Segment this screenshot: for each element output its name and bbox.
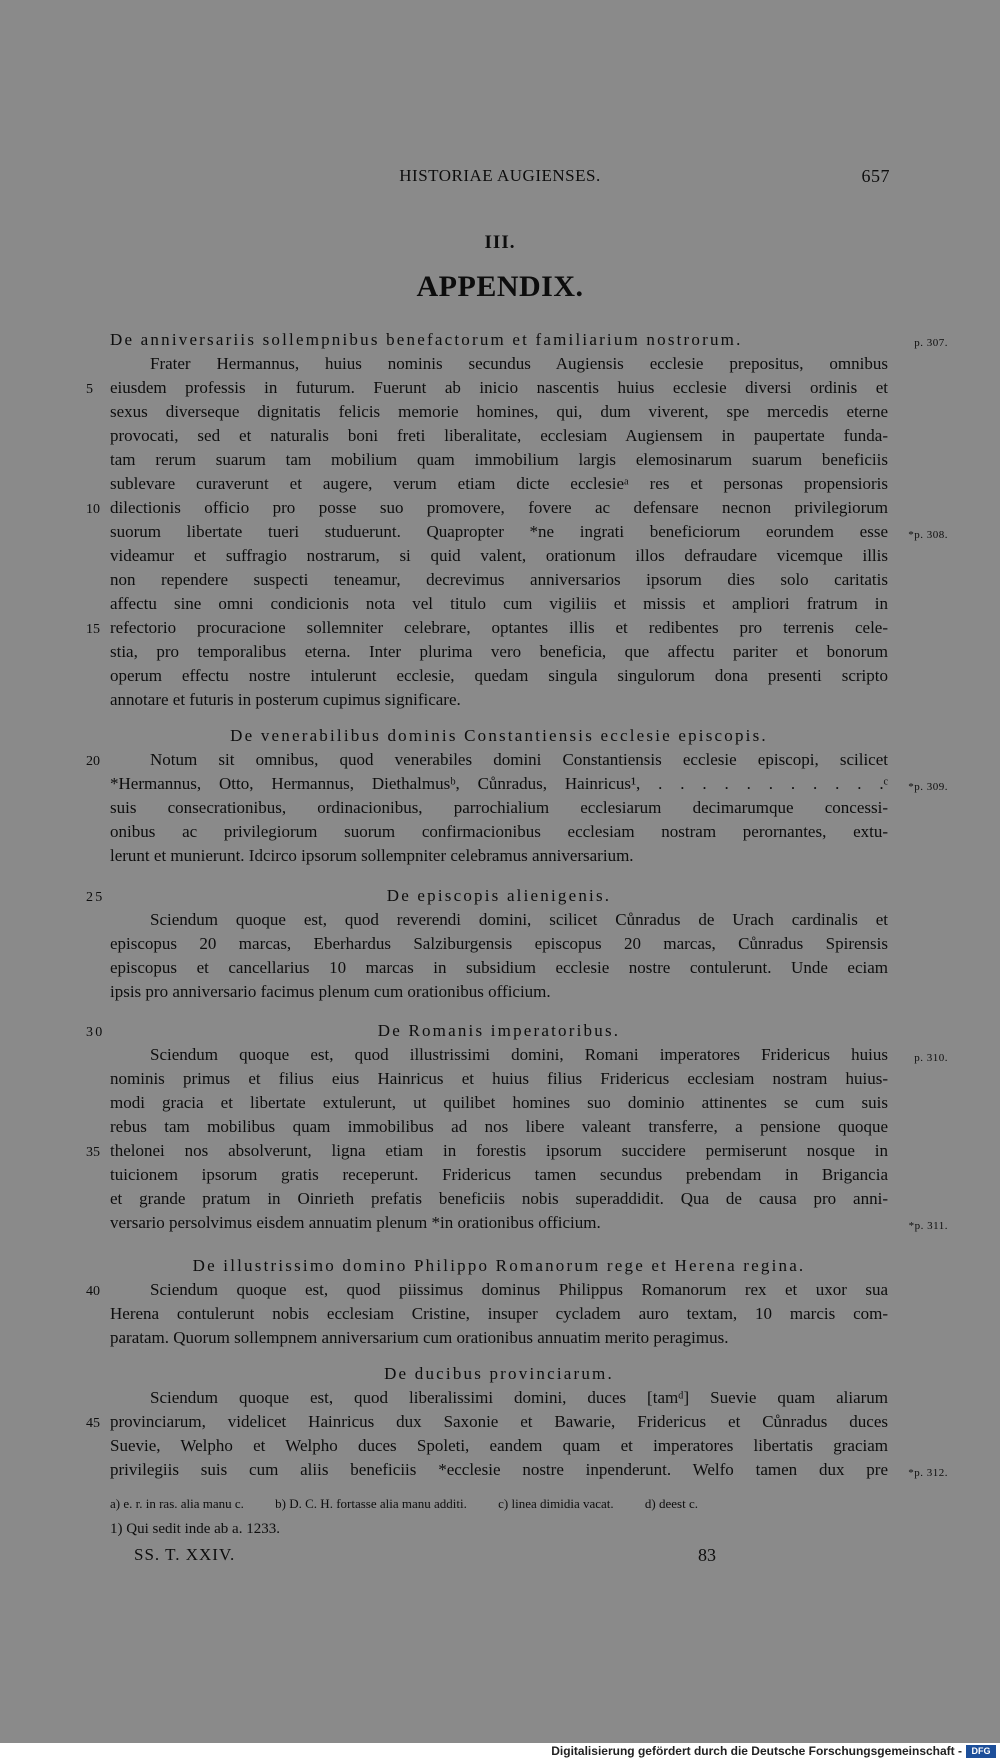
section-1 <box>86 724 948 868</box>
line-text: annotare et futuris in posterum cupimus significare. <box>110 690 461 709</box>
text-line <box>110 448 888 472</box>
text-line <box>110 592 888 616</box>
line-text: De illustrissimo domino Philippo Romanorum rege et Herena regina. <box>192 1256 806 1275</box>
text-line <box>110 908 888 932</box>
line-number: 40 <box>86 1284 100 1299</box>
text-line <box>110 568 888 592</box>
text-line <box>110 1043 948 1067</box>
line-text: Sciendum quoque est, quod piissimus dominus Philippus Romanorum rex et uxor sua <box>150 1280 888 1299</box>
line-text: suis consecrationibus, ordinacionibus, parrochialium ecclesiarum decimarumque concessi- <box>110 798 888 817</box>
line-text: De venerabilibus dominis Constantiensis ecclesie episcopis. <box>230 726 768 745</box>
line-text: et grande pratum in Oinrieth prefatis beneficiis nobis superaddidit. Qua de causa pro anni- <box>110 1189 888 1208</box>
footnote-a: a) e. r. in ras. alia manu c. <box>110 1496 244 1511</box>
text-line <box>86 376 888 400</box>
text-line <box>110 980 888 1004</box>
text-line <box>86 1278 888 1302</box>
text-line <box>110 688 888 712</box>
line-text: ipsis pro anniversario facimus plenum cum orationibus officium. <box>110 982 551 1001</box>
part-title: APPENDIX. <box>416 270 584 303</box>
line-text: privilegiis suis cum aliis beneficiis *ecclesie nostre inpenderunt. Welfo tamen dux pre <box>110 1460 888 1479</box>
line-text: versario persolvimus eisdem annuatim plenum *in orationibus officium. <box>110 1213 601 1232</box>
section-3 <box>86 1019 948 1235</box>
line-text: non rependere suspecti teneamur, decrevimus anniversarios ipsorum dies solo caritatis <box>110 570 888 589</box>
signature-mark: SS. T. XXIV. <box>134 1545 236 1564</box>
section-heading <box>86 1019 888 1043</box>
section-2 <box>86 884 888 1004</box>
line-text: onibus ac privilegiorum suorum confirmacionibus ecclesiam nostram perornantes, extu- <box>110 822 888 841</box>
text-line <box>86 748 888 772</box>
section-5 <box>86 1362 948 1482</box>
line-text: Frater Hermannus, huius nominis secundus Augiensis ecclesie prepositus, omnibus <box>150 354 888 373</box>
line-number: 25 <box>86 890 105 905</box>
text-line <box>110 1211 948 1235</box>
line-text: Sciendum quoque est, quod reverendi domini, scilicet Cůnradus de Urach cardinalis et <box>150 910 888 929</box>
text-line <box>110 1187 888 1211</box>
text-line <box>110 772 948 796</box>
text-line <box>110 932 888 956</box>
page-number: 657 <box>861 166 890 186</box>
part-number: III. <box>484 232 516 253</box>
line-text: sexus diverseque dignitatis felicis memorie homines, qui, dum viverent, spe mercedis eterne <box>110 402 888 421</box>
line-number: 5 <box>86 382 93 397</box>
line-text: Notum sit omnibus, quod venerabiles domini Constantiensis ecclesie episcopi, scilicet <box>150 750 888 769</box>
line-number: 15 <box>86 622 100 637</box>
text-line <box>86 496 888 520</box>
text-line <box>110 1434 888 1458</box>
line-text: Herena contulerunt nobis ecclesiam Cristine, insuper cycladem auro textam, 10 marcis com- <box>110 1304 888 1323</box>
section-heading <box>86 884 888 908</box>
page-ref-marker: *p. 308. <box>908 529 948 541</box>
section-0 <box>86 328 948 712</box>
text-line <box>110 400 888 424</box>
text-line <box>86 616 888 640</box>
line-text: modi gracia et libertate extulerunt, ut quilibet homines suo dominio attinentes se cum suis <box>110 1093 888 1112</box>
page-ref-marker: *p. 309. <box>908 781 948 793</box>
section-heading <box>110 1254 888 1278</box>
line-text: sublevare curaverunt et augere, verum etiam dicte ecclesieᵃ res et personas propensioris <box>110 474 888 493</box>
text-line <box>110 1115 888 1139</box>
line-text: suorum libertate tueri studuerunt. Quapropter *ne ingrati beneficiorum eorundem esse <box>110 522 888 541</box>
footnote-d: d) deest c. <box>644 1496 698 1511</box>
footnote-c: c) linea dimidia vacat. <box>498 1496 614 1511</box>
line-text: lerunt et munierunt. Idcirco ipsorum sollempniter celebramus anniversarium. <box>110 846 634 865</box>
page-ref-marker: p. 310. <box>914 1052 948 1064</box>
text-line <box>110 472 888 496</box>
line-number: 45 <box>86 1416 100 1431</box>
text-line <box>110 424 888 448</box>
footer-bar <box>0 1743 1000 1761</box>
text-line <box>110 544 888 568</box>
dfg-logo: DFG <box>966 1745 996 1758</box>
text-line <box>110 820 888 844</box>
text-line <box>110 1091 888 1115</box>
line-text: thelonei nos absolverunt, ligna etiam in forestis ipsorum succidere permiserunt nosque in <box>110 1141 888 1160</box>
text-line <box>110 1386 888 1410</box>
line-text: episcopus 20 marcas, Eberhardus Salziburgensis episcopus 20 marcas, Cůnradus Spirensis <box>110 934 888 953</box>
text-line <box>110 1302 888 1326</box>
line-text: De episcopis alienigenis. <box>386 886 612 905</box>
line-text: paratam. Quorum sollempnem anniversarium cum orationibus annuatim merito peragimus. <box>110 1328 729 1347</box>
line-text: De Romanis imperatoribus. <box>377 1021 621 1040</box>
page-ref-marker: *p. 312. <box>908 1467 948 1479</box>
text-line <box>110 1326 888 1350</box>
line-text: De ducibus provinciarum. <box>384 1364 614 1383</box>
line-text: rebus tam mobilibus quam immobilibus ad nos libere valeant transferre, a pensione quoque <box>110 1117 888 1136</box>
line-number: 30 <box>86 1025 105 1040</box>
line-text: *Hermannus, Otto, Hermannus, Diethalmusᵇ, Cůnradus, Hainricus¹, . . . . . . . . . . .ᶜ <box>110 774 888 793</box>
text-line <box>110 1458 948 1482</box>
page-ref-marker: p. 307. <box>914 337 948 349</box>
footnote-b: b) D. C. H. fortasse alia manu additi. <box>275 1496 467 1511</box>
line-text: videamur et suffragio nostrarum, si quid valent, orationum illos defraudare vicemque illis <box>110 546 888 565</box>
line-text: tam rerum suarum tam mobilium quam immobilium largis elemosinarum suarum beneficiis <box>110 450 888 469</box>
line-text: Sciendum quoque est, quod illustrissimi domini, Romani imperatores Fridericus huius <box>150 1045 888 1064</box>
line-text: Sciendum quoque est, quod liberalissimi domini, duces [tamᵈ] Suevie quam aliarum <box>150 1388 888 1407</box>
text-line <box>86 1410 888 1434</box>
text-line <box>110 844 888 868</box>
page-ref-marker: *p. 311. <box>908 1220 948 1232</box>
section-heading <box>110 724 888 748</box>
footnote-1: 1) Qui sedit inde ab a. 1233. <box>110 1521 280 1537</box>
running-head <box>110 166 890 190</box>
text-line <box>86 1139 888 1163</box>
footnotes-letter <box>110 1496 890 1512</box>
line-text: dilectionis officio pro posse suo promovere, fovere ac defensare necnon privilegiorum <box>110 498 888 517</box>
line-text: refectorio procuracione sollemniter celebrare, optantes illis et redibentes pro terrenis cele- <box>110 618 888 637</box>
section-4 <box>86 1254 888 1350</box>
running-title: HISTORIAE AUGIENSES. <box>399 166 601 185</box>
leaf-number: 83 <box>698 1545 716 1565</box>
line-number: 20 <box>86 754 100 769</box>
text-line <box>110 520 948 544</box>
line-text: operum effectu nostre intulerunt ecclesie, quedam singula singulorum dona presenti scripto <box>110 666 888 685</box>
text-line <box>110 1067 888 1091</box>
line-text: provocati, sed et naturalis boni freti liberalitate, ecclesiam Augiensem in paupertate funda- <box>110 426 888 445</box>
section-heading <box>110 1362 888 1386</box>
line-text: nominis primus et filius eius Hainricus et huius filius Fridericus ecclesiam nostram huius- <box>110 1069 888 1088</box>
line-number: 35 <box>86 1145 100 1160</box>
section-heading <box>110 328 948 352</box>
text-line <box>110 956 888 980</box>
line-text: eiusdem professis in futurum. Fuerunt ab inicio nascentis huius ecclesie diversi ordinis et <box>110 378 888 397</box>
text-line <box>110 664 888 688</box>
line-text: tuicionem ipsorum gratis receperunt. Fridericus tamen secundus prebendam in Brigancia <box>110 1165 888 1184</box>
text-line <box>110 640 888 664</box>
line-text: stia, pro temporalibus eterna. Inter plurima vero beneficia, que affectu pariter et bonorum <box>110 642 888 661</box>
text-line <box>110 352 888 376</box>
line-number: 10 <box>86 502 100 517</box>
line-text: episcopus et cancellarius 10 marcas in subsidium ecclesie nostre contulerunt. Unde eciam <box>110 958 888 977</box>
footer-credit: Digitalisierung gefördert durch die Deutsche Forschungsgemeinschaft - <box>551 1744 962 1758</box>
text-line <box>110 1163 888 1187</box>
line-text: Suevie, Welpho et Welpho duces Spoleti, eandem quam et imperatores libertatis graciam <box>110 1436 888 1455</box>
line-text: affectu sine omni condicionis nota vel titulo cum vigiliis et missis et ampliori fratrum in <box>110 594 888 613</box>
text-line <box>110 796 888 820</box>
line-text: De anniversariis sollempnibus benefactorum et familiarium nostrorum. <box>110 330 743 349</box>
line-text: provinciarum, videlicet Hainricus dux Saxonie et Bawarie, Fridericus et Cůnradus duces <box>110 1412 888 1431</box>
